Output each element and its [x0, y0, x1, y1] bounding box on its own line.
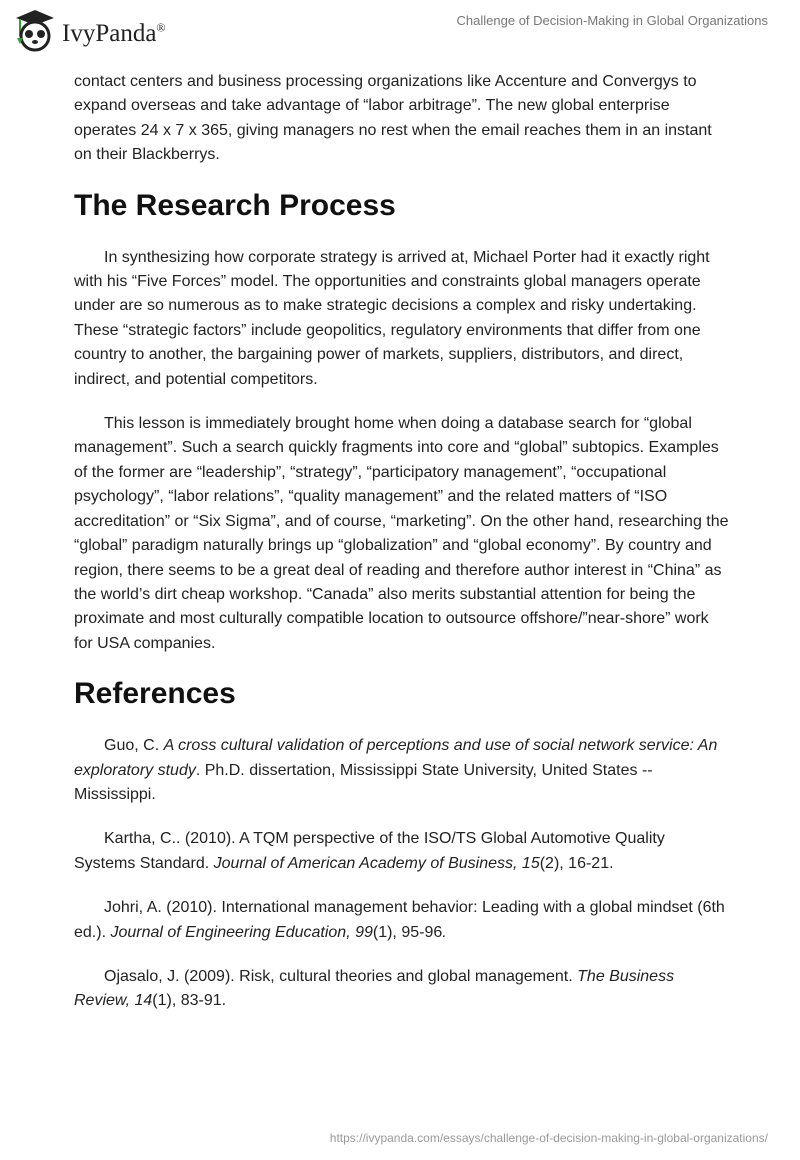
paragraph: contact centers and business processing organizations like Accenture and Convergys to expand overseas and take advantage of “labor arbitrage”. The new global enterprise operates 24 x 7 x 365, giving managers no rest when the email reaches them in an instant on their Blackberrys. — [74, 73, 712, 164]
reference-item: Johri, A. (2010). International management behavior: Leading with a global mindset (6th ed.). Journal of Engineering Education, 99(1), 95-96. — [74, 899, 725, 941]
panda-logo-icon — [12, 8, 58, 52]
paragraph: In synthesizing how corporate strategy is arrived at, Michael Porter had it exactly right with his “Five Forces” model. The opportunities and constraints global managers operate under are so numerous as to make strategic decisions a complex and risky undertaking. These “strategic factors” include geopolitics, regulatory environments that differ from one country to another, the bargaining power of markets, suppliers, distributors, and direct, indirect, and potential competitors. — [74, 248, 710, 388]
reference-item: Guo, C. A cross cultural validation of perceptions and use of social network service: An exploratory study. Ph.D. dissertation, Mississippi State University, United States -- Mississippi. — [74, 737, 718, 803]
document-title: Challenge of Decision-Making in Global Organizations — [456, 13, 768, 28]
section-heading: The Research Process — [74, 188, 396, 222]
logo-text: IvyPanda® — [62, 20, 166, 47]
paragraph: This lesson is immediately brought home when doing a database search for “global management”. Such a search quickly fragments into core and “global” subtopics. Examples of the former are “leadership”, “strategy”, “participatory management”, “occupational psychology”, “labor relations”, “quality management” and the related matters of “ISO accreditation” or “Six Sigma”, and of course, “marketing”. On the other hand, researching the “global” paradigm naturally brings up “globalization” and “global economy”. By country and region, there seems to be a great deal of reading and therefore author interest in “China” as the world’s dirt cheap workshop. “Canada” also merits substantial attention for being the proximate and most culturally compatible location to outsource offshore/”near-shore” work for USA companies. — [74, 415, 729, 652]
source-url[interactable]: https://ivypanda.com/essays/challenge-of-decision-making-in-global-organizations/ — [329, 1131, 768, 1145]
essay-content — [74, 70, 730, 1034]
reference-item: Ojasalo, J. (2009). Risk, cultural theories and global management. The Business Review, 14(1), 83-91. — [74, 967, 675, 1010]
section-heading: References — [74, 677, 236, 711]
page-header — [0, 0, 800, 60]
reference-item: Kartha, C.. (2010). A TQM perspective of the ISO/TS Global Automotive Quality Systems Standard. Journal of American Academy of Business, 15(2), 16-21. — [74, 830, 665, 872]
logo[interactable] — [12, 8, 166, 52]
